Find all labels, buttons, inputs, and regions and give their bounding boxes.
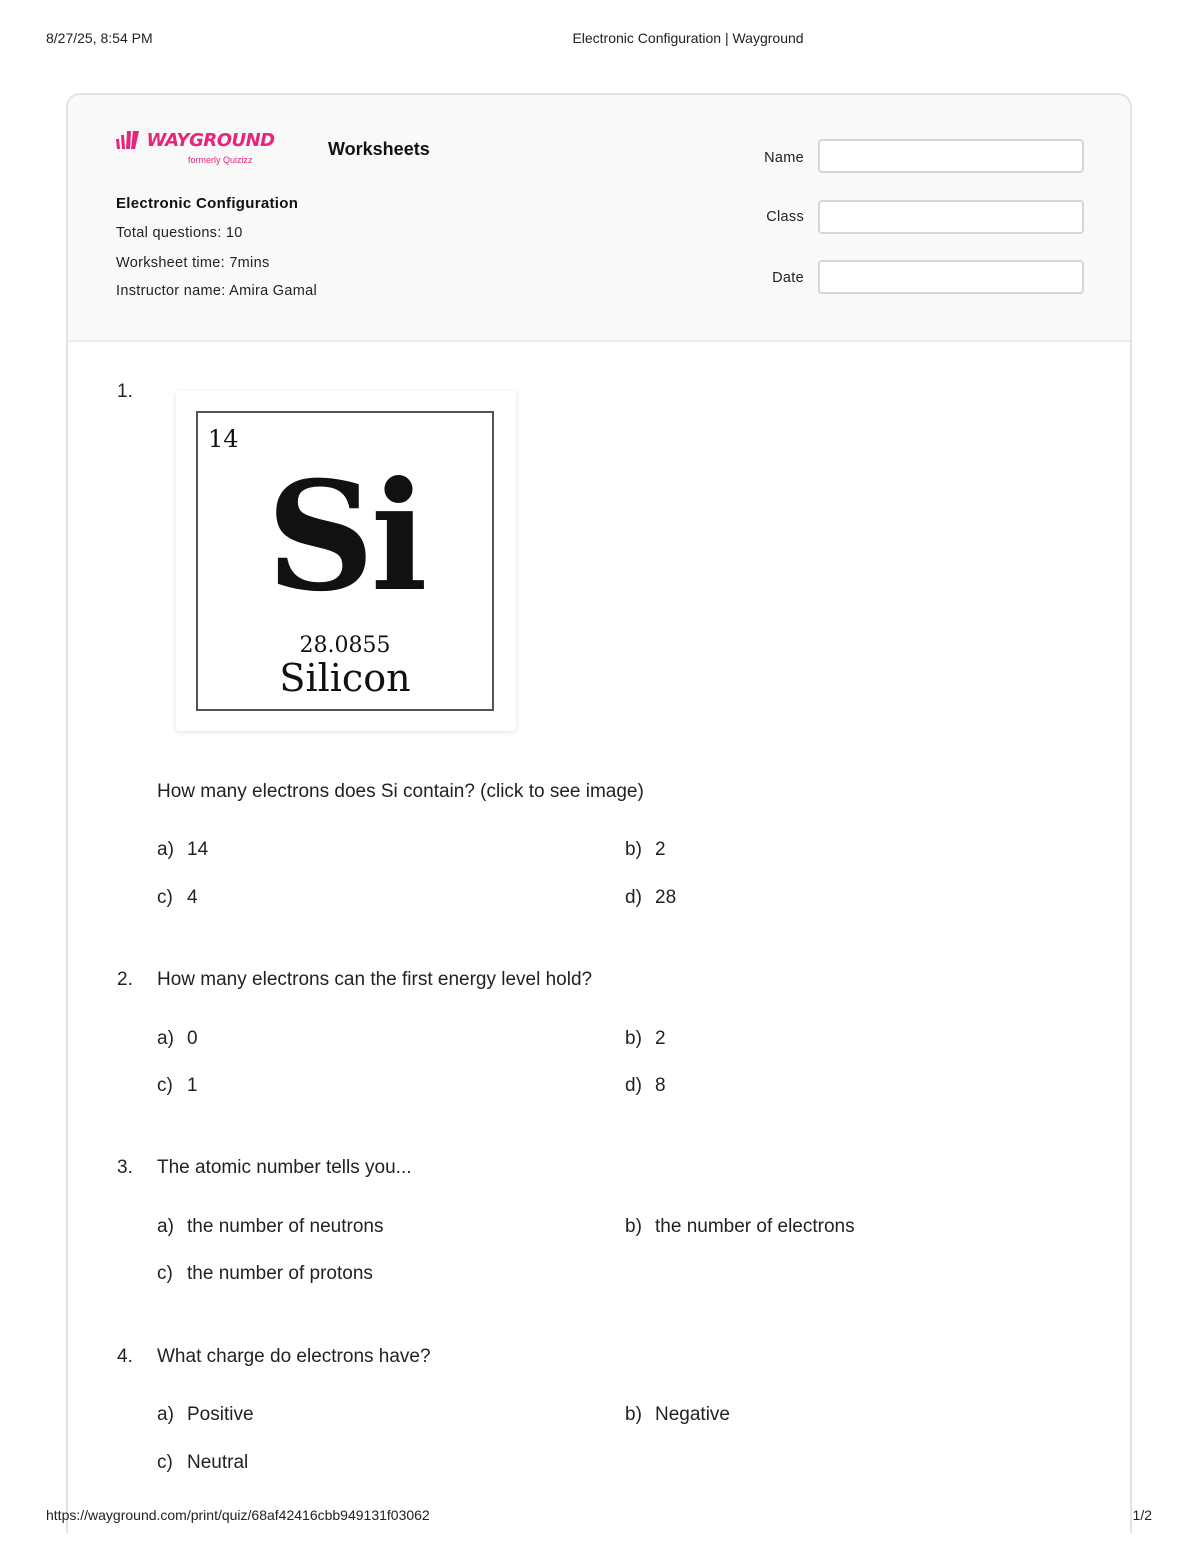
option-b[interactable]: b) the number of electrons: [625, 1216, 855, 1237]
question-text: How many electrons can the first energy level hold?: [157, 969, 593, 990]
instructor-name: Instructor name: Amira Gamal: [116, 283, 317, 299]
brand-section: Worksheets: [328, 139, 430, 159]
print-url: https://wayground.com/print/quiz/68af42416cbb949131f03062: [46, 1507, 430, 1523]
element-name: Silicon: [279, 656, 411, 700]
brand-logo[interactable]: [116, 130, 430, 165]
print-datetime: 8/27/25, 8:54 PM: [46, 30, 153, 46]
question-number: 1.: [117, 381, 133, 402]
worksheet-title: Electronic Configuration: [116, 195, 299, 212]
print-page-title: Electronic Configuration | Wayground: [572, 30, 804, 46]
option-b[interactable]: b) 2: [625, 1028, 666, 1049]
option-a[interactable]: a) 0: [157, 1028, 198, 1049]
question-text: How many electrons does Si contain? (click to see image): [157, 781, 644, 802]
question-number: 3.: [117, 1157, 133, 1178]
option-b[interactable]: b) 2: [625, 839, 666, 860]
date-field[interactable]: [818, 260, 1084, 294]
print-header: [0, 30, 1200, 50]
option-a[interactable]: a) 14: [157, 839, 209, 860]
class-field[interactable]: [818, 200, 1084, 234]
date-label: Date: [772, 270, 804, 286]
class-label: Class: [766, 209, 804, 225]
question-text: The atomic number tells you...: [157, 1157, 412, 1178]
option-d[interactable]: d) 28: [625, 887, 677, 908]
option-a[interactable]: a) Positive: [157, 1404, 254, 1425]
print-page-number: 1/2: [1132, 1507, 1152, 1523]
option-c[interactable]: c) 1: [157, 1075, 198, 1096]
option-c[interactable]: c) 4: [157, 887, 198, 908]
worksheet-time: Worksheet time: 7mins: [116, 255, 270, 271]
question-image[interactable]: [176, 391, 516, 731]
name-label: Name: [764, 150, 804, 166]
element-symbol: Si: [266, 449, 424, 625]
periodic-element-tile: [196, 411, 494, 711]
option-a[interactable]: a) the number of neutrons: [157, 1216, 384, 1237]
question-number: 4.: [117, 1346, 133, 1367]
brand-formerly: formerly Quizizz: [188, 155, 253, 165]
total-questions: Total questions: 10: [116, 225, 243, 241]
wayground-logo-icon: [116, 131, 140, 154]
worksheet-header: [68, 95, 1130, 342]
atomic-number: 14: [208, 425, 239, 453]
brand-wordmark: WAYGROUND: [146, 130, 275, 151]
question-number: 2.: [117, 969, 133, 990]
option-b[interactable]: b) Negative: [625, 1404, 730, 1425]
option-c[interactable]: c) the number of protons: [157, 1263, 373, 1284]
option-d[interactable]: d) 8: [625, 1075, 666, 1096]
worksheet-card: [66, 93, 1132, 1533]
atomic-mass: 28.0855: [299, 633, 391, 658]
name-field[interactable]: [818, 139, 1084, 173]
option-c[interactable]: c) Neutral: [157, 1452, 249, 1473]
question-text: What charge do electrons have?: [157, 1346, 431, 1367]
